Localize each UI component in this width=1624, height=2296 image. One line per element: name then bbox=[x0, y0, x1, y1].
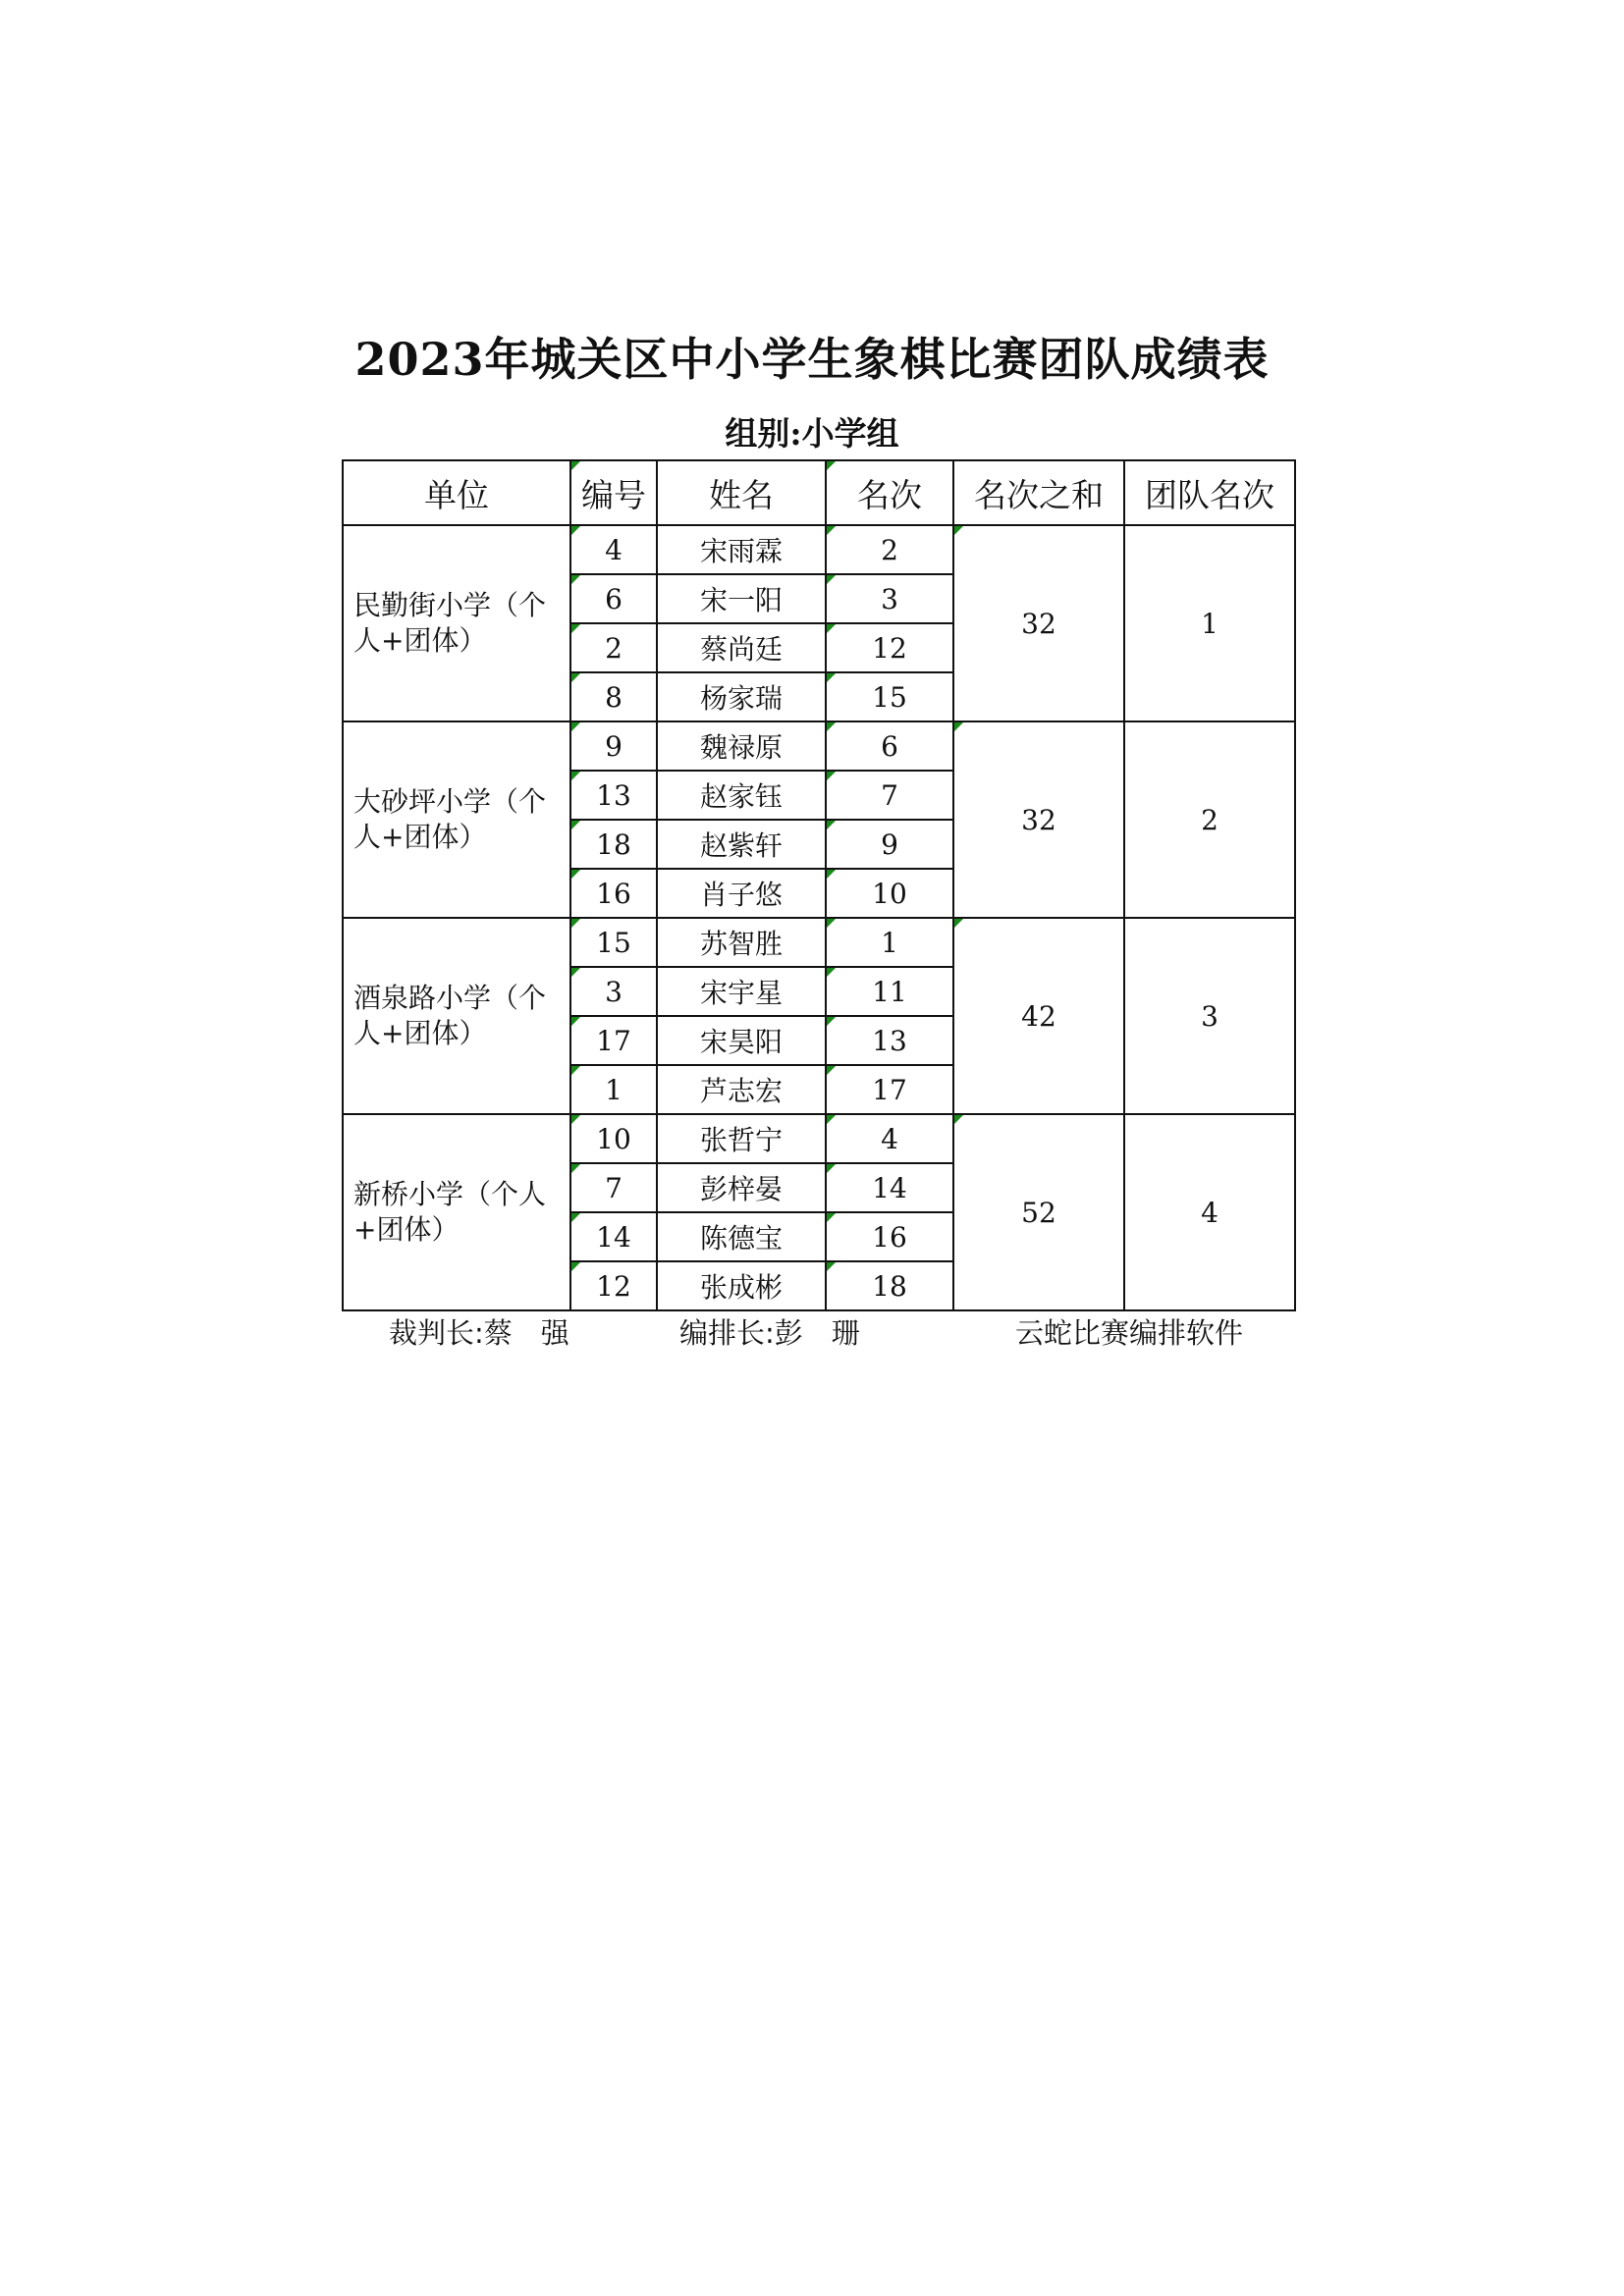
player-number: 2 bbox=[570, 623, 657, 672]
header-unit: 单位 bbox=[343, 460, 570, 525]
team-unit: 民勤街小学（个人+团体） bbox=[343, 525, 570, 721]
player-name: 魏禄原 bbox=[657, 721, 826, 771]
player-number: 1 bbox=[570, 1065, 657, 1114]
page-title: 2023年城关区中小学生象棋比赛团队成绩表 bbox=[354, 333, 1270, 386]
player-name: 杨家瑞 bbox=[657, 672, 826, 721]
player-name: 蔡尚廷 bbox=[657, 623, 826, 672]
player-name: 芦志宏 bbox=[657, 1065, 826, 1114]
player-number: 3 bbox=[570, 967, 657, 1016]
player-name: 宋雨霖 bbox=[657, 525, 826, 574]
player-rank: 2 bbox=[826, 525, 953, 574]
header-rank-sum: 名次之和 bbox=[953, 460, 1124, 525]
player-name: 张哲宁 bbox=[657, 1114, 826, 1163]
team-unit: 酒泉路小学（个人+团体） bbox=[343, 918, 570, 1114]
software-credit: 云蛇比赛编排软件 bbox=[1015, 1316, 1244, 1350]
player-rank: 14 bbox=[826, 1163, 953, 1212]
player-name: 宋一阳 bbox=[657, 574, 826, 623]
player-name: 张成彬 bbox=[657, 1261, 826, 1310]
player-name: 彭梓晏 bbox=[657, 1163, 826, 1212]
team-unit: 大砂坪小学（个人+团体） bbox=[343, 721, 570, 918]
team-rank-sum: 42 bbox=[953, 918, 1124, 1114]
team-rank: 1 bbox=[1124, 525, 1295, 721]
player-number: 18 bbox=[570, 820, 657, 869]
player-rank: 17 bbox=[826, 1065, 953, 1114]
player-number: 17 bbox=[570, 1016, 657, 1065]
chief-referee: 裁判长:蔡 强 bbox=[389, 1316, 569, 1350]
table-row bbox=[343, 1114, 1295, 1163]
header-name: 姓名 bbox=[657, 460, 826, 525]
player-number: 13 bbox=[570, 771, 657, 820]
player-name: 宋宇星 bbox=[657, 967, 826, 1016]
player-name: 陈德宝 bbox=[657, 1212, 826, 1261]
player-rank: 16 bbox=[826, 1212, 953, 1261]
document-footer bbox=[0, 1311, 1624, 1355]
player-rank: 9 bbox=[826, 820, 953, 869]
player-number: 12 bbox=[570, 1261, 657, 1310]
player-rank: 18 bbox=[826, 1261, 953, 1310]
team-rank: 2 bbox=[1124, 721, 1295, 918]
player-rank: 6 bbox=[826, 721, 953, 771]
player-rank: 15 bbox=[826, 672, 953, 721]
team-unit: 新桥小学（个人+团体） bbox=[343, 1114, 570, 1310]
player-number: 4 bbox=[570, 525, 657, 574]
player-number: 16 bbox=[570, 869, 657, 918]
header-rank: 名次 bbox=[826, 460, 953, 525]
player-number: 10 bbox=[570, 1114, 657, 1163]
player-number: 8 bbox=[570, 672, 657, 721]
header-team-rank: 团队名次 bbox=[1124, 460, 1295, 525]
table-row bbox=[343, 918, 1295, 967]
results-table bbox=[342, 459, 1296, 1311]
player-number: 15 bbox=[570, 918, 657, 967]
table-row bbox=[343, 525, 1295, 574]
team-rank-sum: 52 bbox=[953, 1114, 1124, 1310]
team-rank-sum: 32 bbox=[953, 525, 1124, 721]
header-row bbox=[343, 460, 1295, 525]
table-row bbox=[343, 721, 1295, 771]
player-rank: 4 bbox=[826, 1114, 953, 1163]
player-name: 苏智胜 bbox=[657, 918, 826, 967]
group-subtitle: 组别:小学组 bbox=[725, 414, 899, 453]
player-number: 6 bbox=[570, 574, 657, 623]
header-number: 编号 bbox=[570, 460, 657, 525]
player-number: 14 bbox=[570, 1212, 657, 1261]
player-rank: 1 bbox=[826, 918, 953, 967]
player-rank: 7 bbox=[826, 771, 953, 820]
player-rank: 10 bbox=[826, 869, 953, 918]
team-rank-sum: 32 bbox=[953, 721, 1124, 918]
player-number: 7 bbox=[570, 1163, 657, 1212]
player-rank: 13 bbox=[826, 1016, 953, 1065]
player-rank: 11 bbox=[826, 967, 953, 1016]
player-name: 宋昊阳 bbox=[657, 1016, 826, 1065]
player-number: 9 bbox=[570, 721, 657, 771]
team-rank: 3 bbox=[1124, 918, 1295, 1114]
player-name: 赵紫轩 bbox=[657, 820, 826, 869]
player-rank: 12 bbox=[826, 623, 953, 672]
player-rank: 3 bbox=[826, 574, 953, 623]
player-name: 肖子悠 bbox=[657, 869, 826, 918]
team-rank: 4 bbox=[1124, 1114, 1295, 1310]
chief-arranger: 编排长:彭 珊 bbox=[679, 1316, 860, 1350]
player-name: 赵家钰 bbox=[657, 771, 826, 820]
